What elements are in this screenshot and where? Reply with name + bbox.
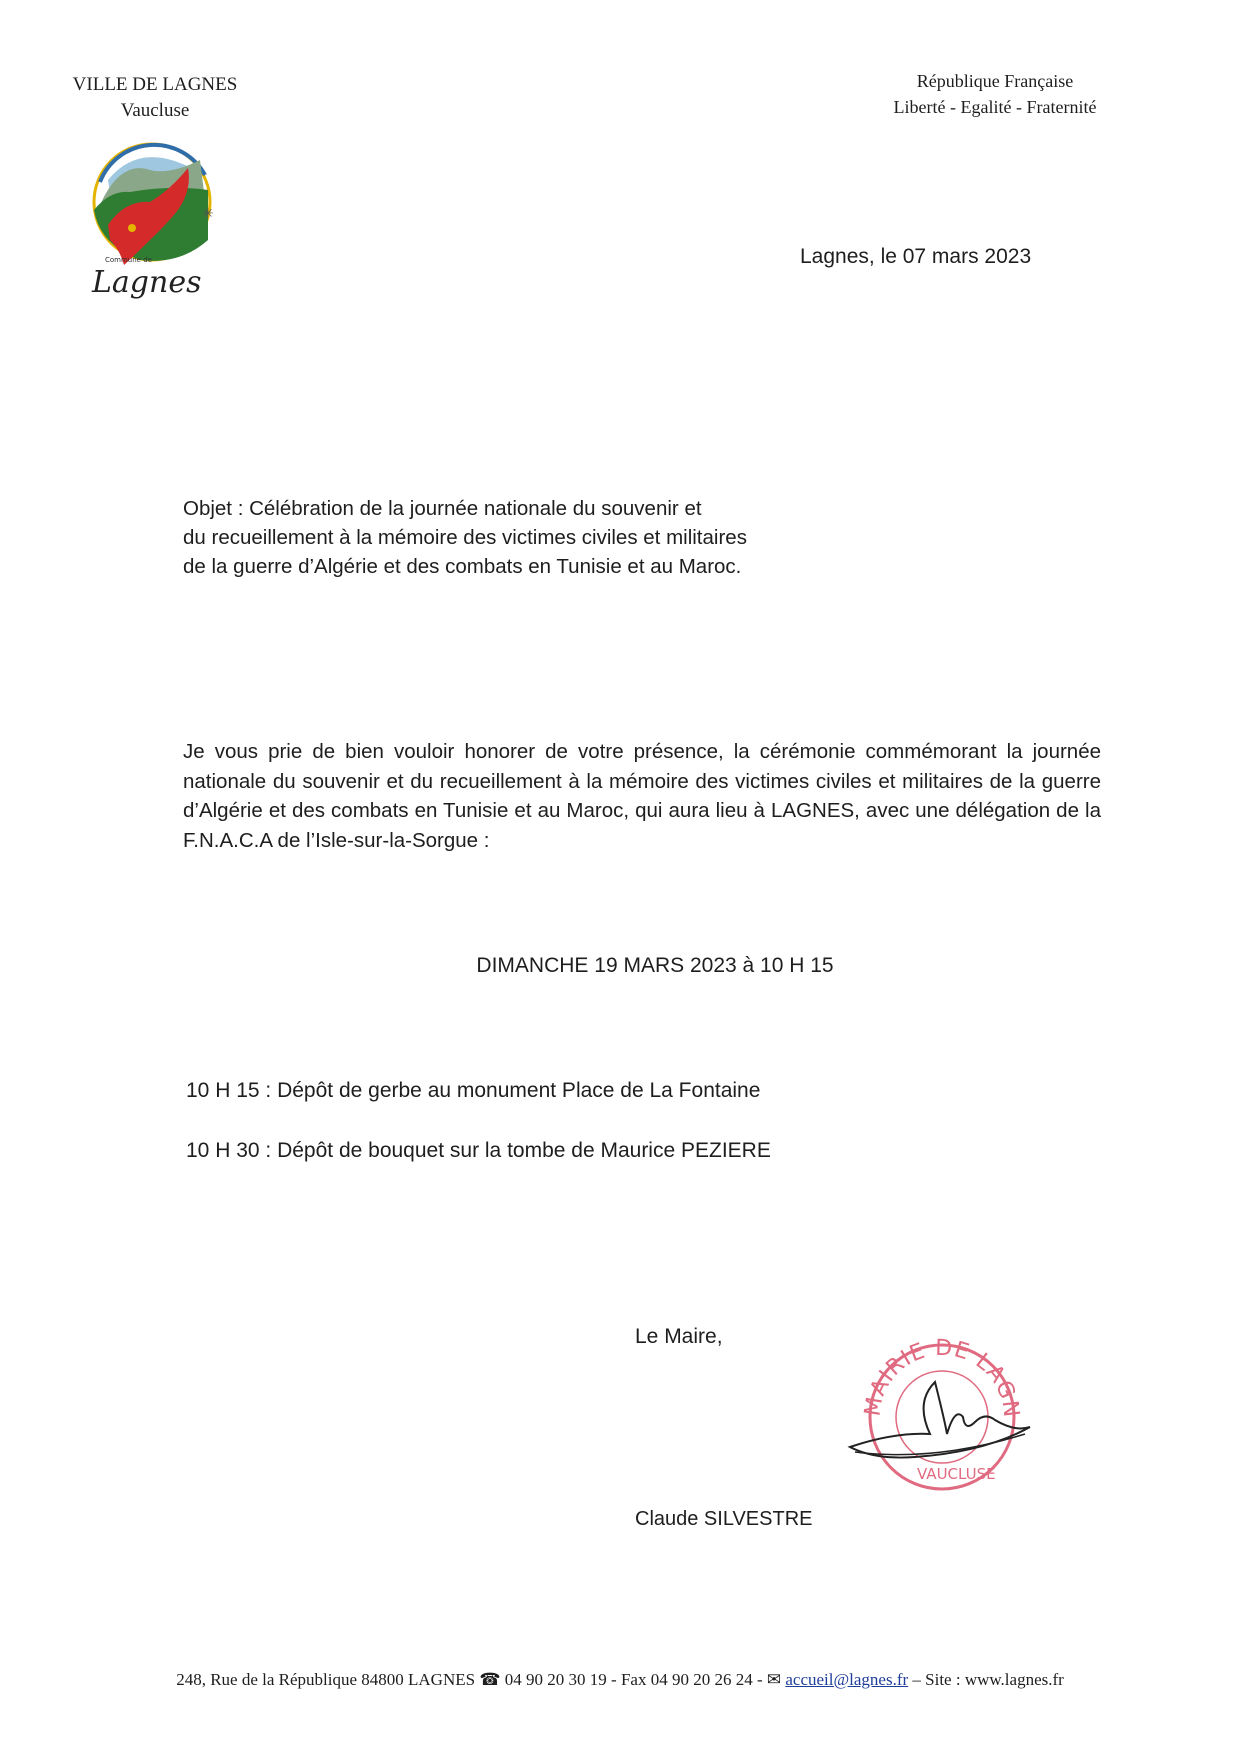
footer-site[interactable]: Site : www.lagnes.fr (925, 1670, 1064, 1689)
footer-email-link[interactable]: accueil@lagnes.fr (785, 1670, 909, 1689)
schedule-time: 10 H 15 (186, 1079, 260, 1102)
republic-name: République Française (916, 71, 1074, 91)
town-name: VILLE DE LAGNES (72, 74, 238, 95)
svg-text:MAIRIE DE LAGNES (835, 1322, 1023, 1419)
envelope-icon: ✉ (766, 1670, 782, 1689)
republic-header (840, 68, 1150, 120)
svg-text:✳: ✳ (202, 206, 214, 222)
subject-line: du recueillement à la mémoire des victimes civiles et militaires (183, 526, 747, 549)
schedule-item: 10 H 15 : Dépôt de gerbe au monument Place de La Fontaine (186, 1079, 761, 1102)
event-date: DIMANCHE 19 MARS 2023 à 10 H 15 (476, 954, 834, 977)
stamp-text: MAIRIE DE LAGN (860, 1335, 1024, 1420)
footer-address: 248, Rue de la République 84800 LAGNES (176, 1670, 476, 1689)
closing-salutation: Le Maire, (635, 1325, 723, 1348)
town-logo (80, 130, 230, 305)
schedule-text: Dépôt de gerbe au monument Place de La Fontaine (277, 1079, 761, 1102)
letter-body: Je vous prie de bien vouloir honorer de votre présence, la cérémonie commémorant la journée nationale du souvenir et du recueillement à la mémoire des victimes civiles et militaires de la guerre d’Algérie et des combats en Tunisie et au Maroc, qui aura lieu à LAGNES, avec une délégation de la F.N.A.C.A de l’Isle-sur-la-Sorgue : (183, 740, 1101, 852)
stamp-icon (835, 1322, 1045, 1502)
schedule-time: 10 H 30 (186, 1139, 260, 1162)
phone-icon: ☎ (479, 1670, 501, 1689)
subject-line: de la guerre d’Algérie et des combats en Tunisie et au Maroc. (183, 555, 742, 578)
department-name: Vaucluse (120, 100, 190, 121)
logo-caption: Commune de (105, 256, 152, 264)
footer: 248, Rue de la République 84800 LAGNES ☎ 04 90 20 30 19 - Fax 04 90 20 26 24 - ✉ accueil@lagnes.fr – Site : www.lagnes.fr (176, 1670, 1064, 1689)
footer-fax: Fax 04 90 20 26 24 (620, 1670, 753, 1689)
schedule-item: 10 H 30 : Dépôt de bouquet sur la tombe de Maurice PEZIERE (186, 1139, 771, 1162)
lagnes-logo-icon (80, 130, 230, 305)
footer-phone: 04 90 20 30 19 (504, 1670, 607, 1689)
schedule-text: Dépôt de bouquet sur la tombe de Maurice PEZIERE (277, 1139, 771, 1162)
subject-block (183, 494, 883, 581)
republic-motto: Liberté - Egalité - Fraternité (893, 97, 1097, 117)
town-header (60, 72, 250, 124)
letter-date: Lagnes, le 07 mars 2023 (800, 245, 1032, 268)
logo-name: Lagnes (92, 265, 202, 300)
stamp-subtext: VAUCLUSE (917, 1465, 996, 1483)
mayor-stamp-signature (835, 1322, 1045, 1502)
subject-line: Objet : Célébration de la journée nationale du souvenir et (183, 497, 702, 520)
signatory-name: Claude SILVESTRE (635, 1508, 813, 1530)
